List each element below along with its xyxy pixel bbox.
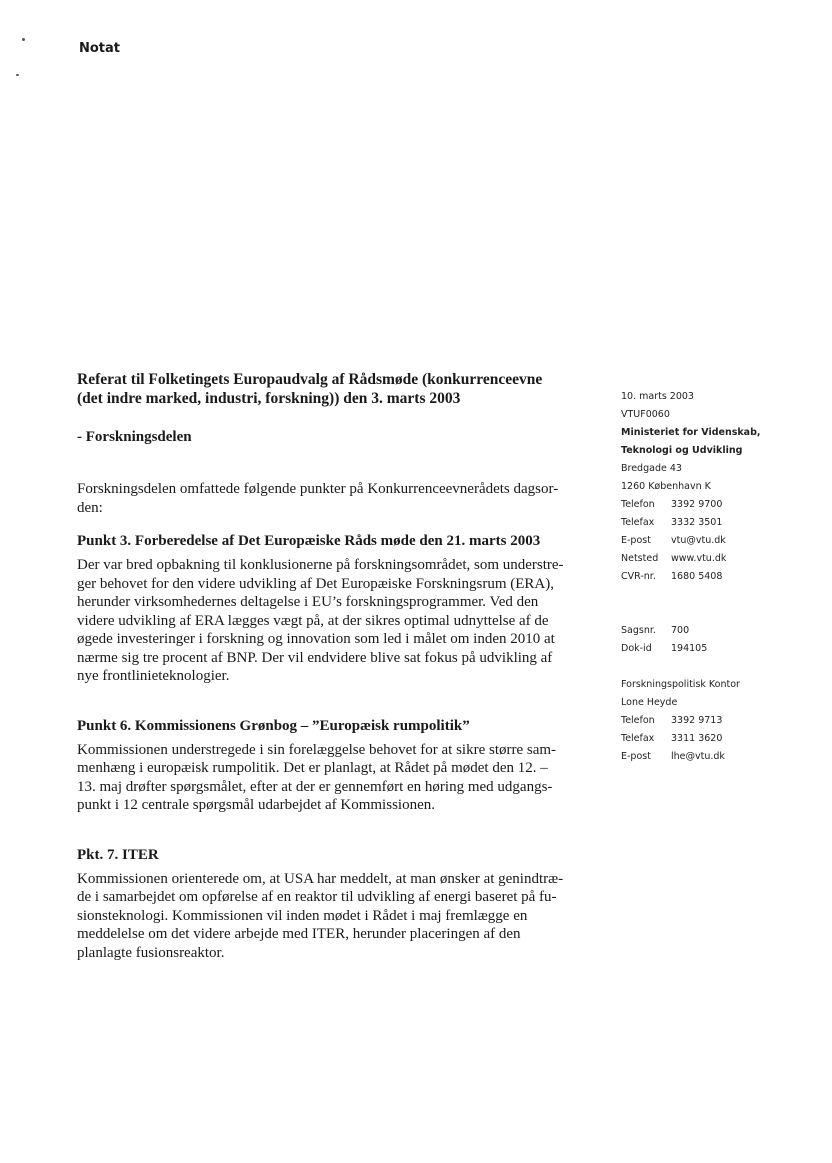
section-pkt-7 xyxy=(77,846,587,963)
paragraph-line: Der var bred opbakning til konklusionerne på forskningsområdet, som understre- xyxy=(77,557,564,573)
section-punkt-6 xyxy=(77,717,587,815)
address-street: Bredgade 43 xyxy=(621,463,682,474)
contact-label: Telefon xyxy=(621,499,655,510)
document-reference: VTUF0060 xyxy=(621,409,670,420)
title-line: (det indre marked, industri, forskning)) den 3. marts 2003 xyxy=(77,390,461,407)
paragraph-line: sionsteknologi. Kommissionen vil inden mødet i Rådet i maj fremlægge en xyxy=(77,907,528,924)
contact-value: vtu@vtu.dk xyxy=(671,535,726,546)
contact-value: www.vtu.dk xyxy=(671,553,727,564)
contact-label: Telefax xyxy=(621,517,655,528)
case-label: Sagsnr. xyxy=(621,625,656,636)
contact-label: CVR-nr. xyxy=(621,571,656,582)
contact-value: lhe@vtu.dk xyxy=(671,751,725,762)
document-type-label: Notat xyxy=(79,41,121,56)
paragraph-line: herunder virksomhedernes deltagelse i EU’s forskningsprogrammer. Ved den xyxy=(77,594,539,610)
contact-value: 3392 9700 xyxy=(671,499,723,510)
contact-website xyxy=(621,550,821,568)
contact-fax xyxy=(621,514,821,532)
case-value: 194105 xyxy=(671,643,708,654)
document-title xyxy=(77,370,587,408)
contact-cvr xyxy=(621,568,821,586)
paragraph-line: videre udvikling af ERA lægges vægt på, at der sikres optimal udnyttelse af de xyxy=(77,612,549,629)
person-fax xyxy=(621,730,821,748)
paragraph-line: nye frontlinieteknologier. xyxy=(77,668,230,684)
paragraph-line: menhæng i europæisk rumpolitik. Det er planlagt, at Rådet på mødet den 12. – xyxy=(77,760,548,776)
contact-email xyxy=(621,532,821,550)
section-heading: Punkt 6. Kommissionens Grønbog – ”Europæisk rumpolitik” xyxy=(77,717,470,734)
spacer xyxy=(621,586,821,622)
paragraph-line: 13. maj drøfter spørgsmålet, efter at der er gennemført en høring med udgangs- xyxy=(77,778,553,795)
paragraph-line: de i samarbejdet om opførelse af en reaktor til udvikling af energi baseret på fu- xyxy=(77,889,557,905)
contact-label: Netsted xyxy=(621,553,659,564)
document-id xyxy=(621,640,821,658)
spacer xyxy=(621,658,821,676)
section-punkt-3 xyxy=(77,532,587,686)
paragraph-line: nærme sig tre procent af BNP. Der vil endvidere blive sat fokus på udvikling af xyxy=(77,649,553,666)
person-phone xyxy=(621,712,821,730)
case-number xyxy=(621,622,821,640)
contact-label: E-post xyxy=(621,535,651,546)
section-paragraph xyxy=(77,556,587,686)
contact-value: 3332 3501 xyxy=(671,517,723,528)
intro-line: den: xyxy=(77,499,103,516)
scan-speck xyxy=(22,38,25,41)
section-heading: Punkt 3. Forberedelse af Det Europæiske Råds møde den 21. marts 2003 xyxy=(77,533,541,549)
paragraph-line: punkt i 12 centrale spørgsmål udarbejdet af Kommissionen. xyxy=(77,797,435,813)
person-email xyxy=(621,748,821,766)
section-heading: Pkt. 7. ITER xyxy=(77,846,159,863)
document-date: 10. marts 2003 xyxy=(621,391,694,402)
contact-label: Telefon xyxy=(621,715,655,726)
office-name: Forskningspolitisk Kontor xyxy=(621,679,740,690)
paragraph-line: meddelelse om det videre arbejde med ITER, herunder placeringen af den xyxy=(77,926,521,942)
scan-speck xyxy=(16,74,19,76)
paragraph-line: Kommissionen orienterede om, at USA har meddelt, at man ønsker at genindtræ- xyxy=(77,870,564,887)
contact-value: 1680 5408 xyxy=(671,571,723,582)
case-label: Dok-id xyxy=(621,643,652,654)
document-body xyxy=(77,370,587,962)
contact-value: 3311 3620 xyxy=(671,733,723,744)
case-value: 700 xyxy=(671,625,690,636)
paragraph-line: ger behovet for den videre udvikling af Det Europæiske Forskningsrum (ERA), xyxy=(77,575,554,592)
paragraph-line: Kommissionen understregede i sin forelæggelse behovet for at sikre større sam- xyxy=(77,741,557,758)
paragraph-line: planlagte fusionsreaktor. xyxy=(77,944,225,961)
contact-person: Lone Heyde xyxy=(621,697,678,708)
section-paragraph xyxy=(77,870,587,963)
intro-paragraph xyxy=(77,480,587,517)
paragraph-line: øgede investeringer i forskning og innovation som led i målet om inden 2010 at xyxy=(77,631,555,647)
title-line: Referat til Folketingets Europaudvalg af Rådsmøde (konkurrenceevne xyxy=(77,371,543,388)
ministry-name: Teknologi og Udvikling xyxy=(621,445,743,456)
intro-line: Forskningsdelen omfattede følgende punkter på Konkurrenceevnerådets dagsor- xyxy=(77,481,559,497)
contact-value: 3392 9713 xyxy=(671,715,723,726)
document-subtitle: - Forskningsdelen xyxy=(77,429,192,445)
contact-label: Telefax xyxy=(621,733,655,744)
sender-sidebar xyxy=(621,388,821,766)
contact-phone xyxy=(621,496,821,514)
address-city: 1260 København K xyxy=(621,481,711,492)
section-paragraph xyxy=(77,741,587,815)
contact-label: E-post xyxy=(621,751,651,762)
ministry-name: Ministeriet for Videnskab, xyxy=(621,427,761,438)
